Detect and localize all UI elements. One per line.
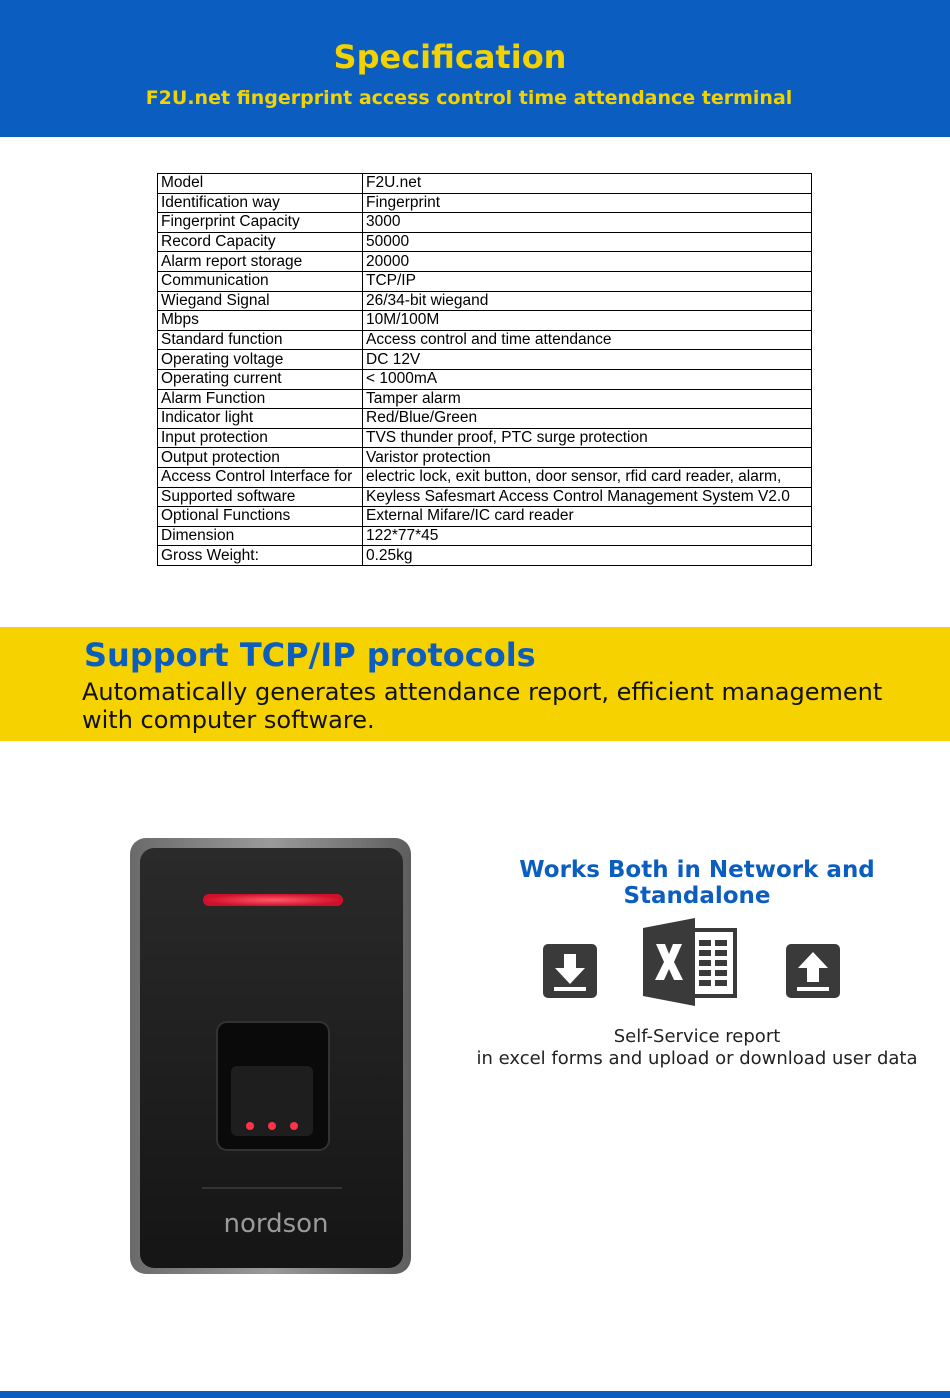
footer-bar [0,1391,950,1398]
fingerprint-terminal-image [128,836,413,1276]
spec-row [158,213,812,233]
spec-value: electric lock, exit button, door sensor, rfid card reader, alarm, [363,467,812,487]
spec-label: Supported software [158,487,363,507]
tcp-description: Automatically generates attendance report, efficient management with computer software. [82,678,883,734]
spec-value: TCP/IP [363,271,812,291]
excel-icon [643,918,737,1006]
spec-label: Output protection [158,448,363,468]
spec-label: Communication [158,271,363,291]
device-brand-text: nordson [223,1209,329,1239]
spec-row [158,311,812,331]
spec-value: External Mifare/IC card reader [363,507,812,527]
spec-label: Record Capacity [158,232,363,252]
download-icon [543,944,597,998]
spec-value: Access control and time attendance [363,330,812,350]
spec-label: Gross Weight: [158,546,363,566]
spec-row [158,350,812,370]
spec-label: Operating current [158,369,363,389]
spec-value: 3000 [363,213,812,233]
spec-row [158,428,812,448]
spec-value: Fingerprint [363,193,812,213]
spec-value: Red/Blue/Green [363,409,812,429]
spec-row [158,252,812,272]
spec-row [158,193,812,213]
spec-label: Operating voltage [158,350,363,370]
spec-label: Optional Functions [158,507,363,527]
spec-label: Mbps [158,311,363,331]
spec-value: Varistor protection [363,448,812,468]
spec-label: Standard function [158,330,363,350]
spec-row [158,448,812,468]
page-title: Specification [333,38,567,76]
spec-row [158,409,812,429]
spec-value: 50000 [363,232,812,252]
spec-row [158,174,812,194]
spec-value: 20000 [363,252,812,272]
spec-value: 0.25kg [363,546,812,566]
spec-row [158,487,812,507]
spec-row [158,271,812,291]
spec-row [158,291,812,311]
works-title: Works Both in Network and Standalone [519,857,875,909]
spec-row [158,467,812,487]
tcp-title: Support TCP/IP protocols [84,636,536,674]
spec-row [158,330,812,350]
spec-value: F2U.net [363,174,812,194]
spec-label: Indicator light [158,409,363,429]
spec-row [158,232,812,252]
spec-row [158,369,812,389]
spec-label: Wiegand Signal [158,291,363,311]
spec-label: Alarm report storage [158,252,363,272]
spec-value: Keyless Safesmart Access Control Management System V2.0 [363,487,812,507]
spec-label: Model [158,174,363,194]
report-line-1: Self-Service report [613,1026,781,1047]
spec-value: 26/34-bit wiegand [363,291,812,311]
spec-row [158,526,812,546]
spec-label: Fingerprint Capacity [158,213,363,233]
upload-icon [786,944,840,998]
spec-label: Input protection [158,428,363,448]
spec-value: 122*77*45 [363,526,812,546]
page-subtitle: F2U.net fingerprint access control time attendance terminal [145,87,793,109]
spec-value: < 1000mA [363,369,812,389]
spec-value: DC 12V [363,350,812,370]
report-line-2: in excel forms and upload or download user data [476,1048,918,1069]
spec-row [158,507,812,527]
spec-row [158,546,812,566]
spec-label: Alarm Function [158,389,363,409]
spec-value: 10M/100M [363,311,812,331]
spec-value: TVS thunder proof, PTC surge protection [363,428,812,448]
spec-row [158,389,812,409]
spec-label: Identification way [158,193,363,213]
spec-label: Access Control Interface for [158,467,363,487]
spec-table [157,173,812,566]
spec-value: Tamper alarm [363,389,812,409]
spec-label: Dimension [158,526,363,546]
